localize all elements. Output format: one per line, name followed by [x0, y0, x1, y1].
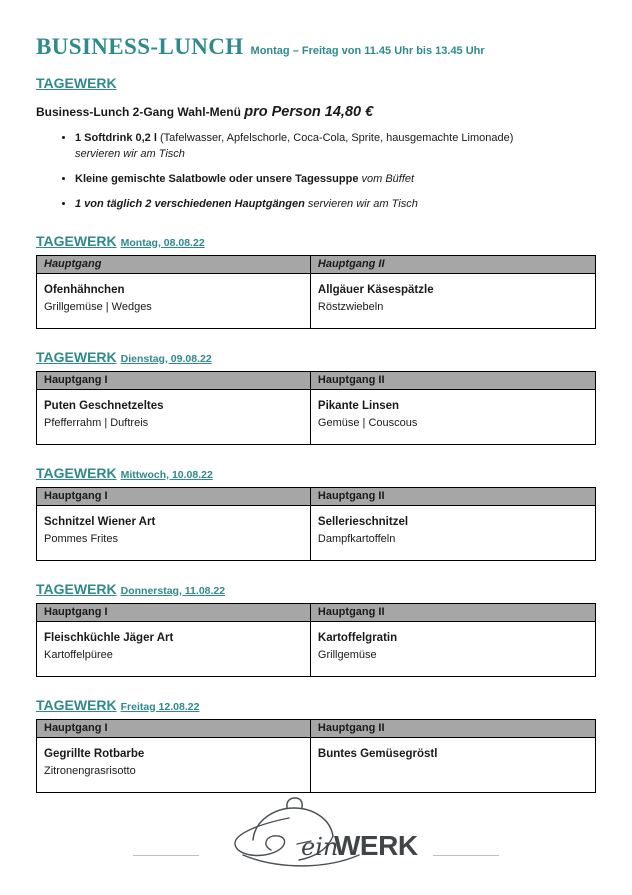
- day-heading-date: Mittwoch, 10.08.22: [120, 468, 213, 481]
- day-heading-monday: [36, 233, 596, 249]
- column-header-hauptgang-2: Hauptgang II: [310, 371, 595, 389]
- list-item-maincourse: [75, 197, 596, 213]
- dish-cell: [37, 273, 311, 328]
- day-heading-date: Montag, 08.08.22: [120, 236, 205, 249]
- menu-table-tuesday: [36, 371, 596, 445]
- day-heading-date: Donnerstag, 11.08.22: [120, 584, 226, 597]
- dish-cell: [310, 737, 595, 792]
- footer-logo-area: [0, 792, 632, 870]
- day-heading-label: TAGEWERK: [36, 232, 117, 249]
- column-header-hauptgang-1: Hauptgang I: [37, 719, 311, 737]
- column-header-hauptgang-2: Hauptgang II: [310, 719, 595, 737]
- dish-cell: [310, 505, 595, 560]
- softdrink-detail-text: (Tafelwasser, Apfelschorle, Coca-Cola, Sprite, hausgemachte Limonade): [156, 132, 514, 144]
- included-items-list: [36, 131, 596, 213]
- day-section-monday: [36, 233, 596, 329]
- dish-cell: [37, 737, 311, 792]
- logo-caps-text: WERK: [334, 830, 418, 861]
- softdrink-bold-text: 1 Softdrink 0,2 l: [75, 132, 157, 144]
- salad-bold-text: Kleine gemischte Salatbowle oder unsere Tagessuppe: [75, 172, 362, 185]
- section-heading-tagewerk: TAGEWERK: [36, 75, 117, 91]
- dish-title: Allgäuer Käsespätzle: [317, 283, 434, 296]
- day-heading-wednesday: [36, 465, 596, 481]
- dish-cell: [37, 505, 311, 560]
- maincourse-bold-text: 1 von täglich 2 verschiedenen Hauptgängen: [75, 197, 308, 210]
- menu-table-thursday: [36, 603, 596, 677]
- column-header-hauptgang-1: Hauptgang I: [37, 371, 311, 389]
- footer-rule-left: [133, 855, 199, 856]
- dish-cell: [310, 389, 595, 444]
- dish-sides: Pommes Frites: [44, 533, 118, 545]
- salad-note-text: vom Büffet: [361, 172, 415, 185]
- dish-title: Gegrillte Rotbarbe: [44, 747, 145, 760]
- menu-name: Business-Lunch 2-Gang Wahl-Menü: [36, 105, 245, 119]
- dish-title: Puten Geschnetzeltes: [44, 399, 164, 412]
- dish-title: Schnitzel Wiener Art: [44, 515, 156, 528]
- column-header-hauptgang-1: Hauptgang: [37, 255, 311, 273]
- table-row: [37, 389, 596, 444]
- menu-price: pro Person 14,80 €: [244, 104, 374, 120]
- table-row: [37, 621, 596, 676]
- menu-price-line: [36, 104, 596, 120]
- footer-rule-right: [433, 855, 499, 856]
- list-item-softdrink: [75, 131, 596, 163]
- table-row: [37, 737, 596, 792]
- day-heading-thursday: [36, 581, 596, 597]
- day-heading-tuesday: [36, 349, 596, 365]
- day-section-wednesday: [36, 465, 596, 561]
- day-heading-label: TAGEWERK: [36, 696, 117, 713]
- menu-table-monday: [36, 255, 596, 329]
- column-header-hauptgang-2: Hauptgang II: [310, 487, 595, 505]
- dish-title: Buntes Gemüsegröstl: [317, 747, 438, 760]
- page-title: BUSINESS-LUNCH: [36, 34, 244, 59]
- dish-title: Ofenhähnchen: [44, 283, 125, 296]
- menu-table-wednesday: [36, 487, 596, 561]
- dish-cell: [37, 389, 311, 444]
- day-section-thursday: [36, 581, 596, 677]
- dish-title: Fleischküchle Jäger Art: [44, 631, 174, 644]
- dish-title: Sellerieschnitzel: [317, 515, 409, 528]
- feinwerk-logo: [201, 792, 429, 870]
- list-item-salad-soup: [75, 172, 596, 188]
- day-heading-friday: [36, 697, 596, 713]
- column-header-hauptgang-1: Hauptgang I: [37, 603, 311, 621]
- dish-title: Kartoffelgratin: [317, 631, 398, 644]
- day-heading-label: TAGEWERK: [36, 464, 117, 481]
- dish-sides: Grillgemüse: [317, 649, 377, 661]
- day-heading-label: TAGEWERK: [36, 348, 117, 365]
- day-heading-date: Dienstag, 09.08.22: [120, 352, 212, 365]
- day-section-friday: [36, 697, 596, 793]
- dish-sides: Dampfkartoffeln: [317, 533, 396, 545]
- dish-cell: [310, 621, 595, 676]
- dish-sides: Grillgemüse | Wedges: [44, 301, 152, 313]
- title-row: [36, 34, 596, 60]
- column-header-hauptgang-2: Hauptgang II: [310, 603, 595, 621]
- dish-sides: Gemüse | Couscous: [317, 417, 418, 429]
- day-heading-label: TAGEWERK: [36, 580, 117, 597]
- dish-cell: [310, 273, 595, 328]
- dish-sides: Röstzwiebeln: [317, 301, 384, 313]
- dish-sides: Pfefferrahm | Duftreis: [44, 417, 149, 429]
- column-header-hauptgang-2: Hauptgang II: [310, 255, 595, 273]
- page-subtitle: Montag – Freitag von 11.45 Uhr bis 13.45 Uhr: [250, 45, 485, 57]
- dish-cell: [37, 621, 311, 676]
- softdrink-note-text: servieren wir am Tisch: [75, 147, 185, 160]
- maincourse-note-text: servieren wir am Tisch: [307, 197, 418, 210]
- dish-title: Pikante Linsen: [317, 399, 400, 412]
- column-header-hauptgang-1: Hauptgang I: [37, 487, 311, 505]
- logo-script-text: ein: [301, 833, 339, 861]
- dish-sides: Zitronengrasrisotto: [44, 765, 136, 777]
- table-row: [37, 273, 596, 328]
- day-heading-date: Freitag 12.08.22: [120, 700, 200, 713]
- day-section-tuesday: [36, 349, 596, 445]
- dish-sides: Kartoffelpüree: [44, 649, 113, 661]
- menu-table-friday: [36, 719, 596, 793]
- table-row: [37, 505, 596, 560]
